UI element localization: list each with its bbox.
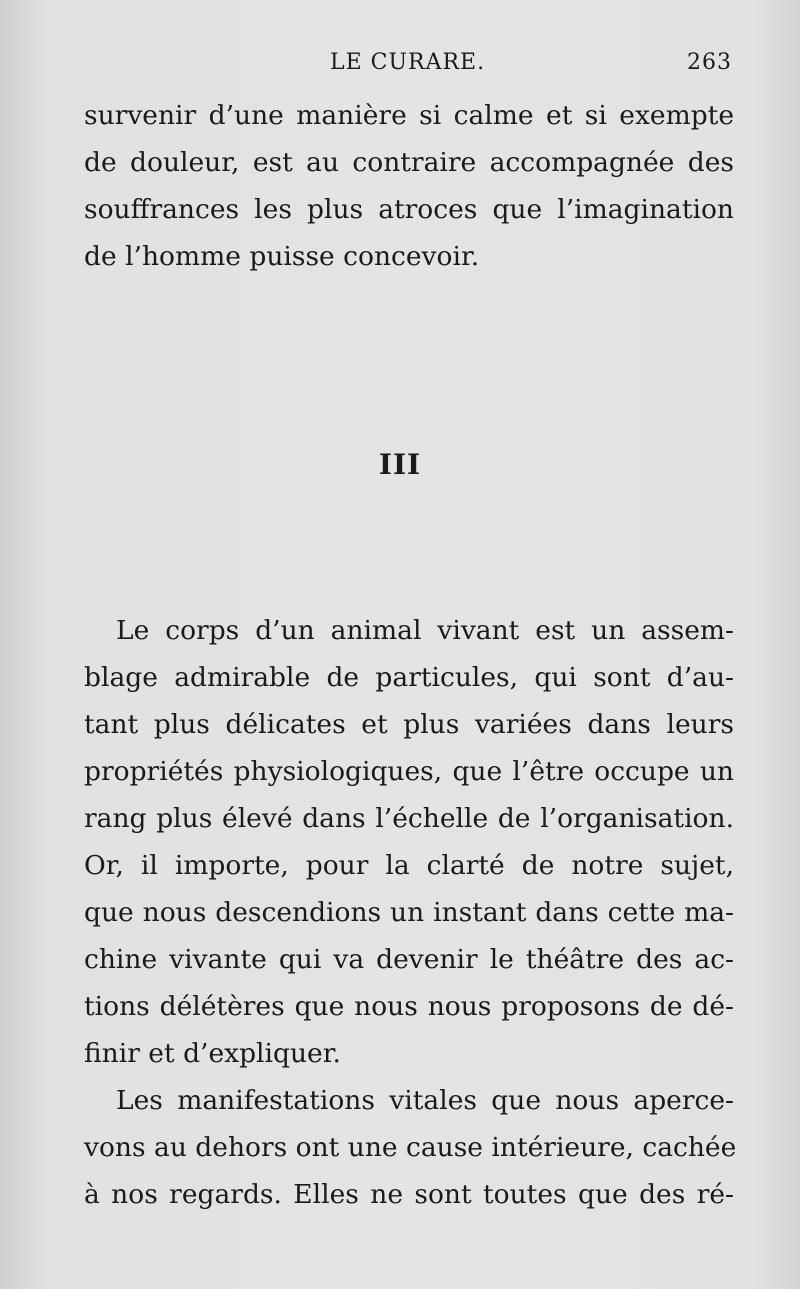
text-line: de douleur, est au contraire accompagnée des	[84, 147, 734, 178]
text-line: Le corps d’un animal vivant est un assem-	[116, 615, 734, 646]
text-line: à nos regards. Elles ne sont toutes que des ré-	[84, 1179, 734, 1210]
text-line: survenir d’une manière si calme et si exempte	[84, 100, 734, 131]
text-line: de l’homme puisse concevoir.	[84, 241, 480, 272]
top-paragraph	[84, 92, 734, 280]
text-line: Or, il importe, pour la clarté de notre sujet,	[84, 850, 734, 881]
text-line: que nous descendions un instant dans cette ma-	[84, 897, 734, 928]
text-line: blage admirable de particules, qui sont d’au-	[84, 662, 734, 693]
text-line: rang plus élevé dans l’échelle de l’organisation.	[84, 803, 734, 834]
text-line: propriétés physiologiques, que l’être occupe un	[84, 756, 734, 787]
text-line: tant plus délicates et plus variées dans leurs	[84, 709, 734, 740]
page-number: 263	[687, 50, 732, 75]
body-text	[84, 607, 737, 1218]
text-line: finir et d’expliquer.	[84, 1038, 341, 1069]
page-header	[0, 50, 800, 80]
text-line: tions délétères que nous nous proposons de dé-	[84, 991, 734, 1022]
running-title: LE CURARE.	[330, 50, 486, 75]
text-line: Les manifestations vitales que nous aperce-	[116, 1085, 734, 1116]
text-line: souffrances les plus atroces que l’imagination	[84, 194, 734, 225]
text-line: vons au dehors ont une cause intérieure, cachée	[84, 1132, 737, 1163]
section-heading: III	[378, 448, 422, 481]
text-line: chine vivante qui va devenir le théâtre des ac-	[84, 944, 734, 975]
